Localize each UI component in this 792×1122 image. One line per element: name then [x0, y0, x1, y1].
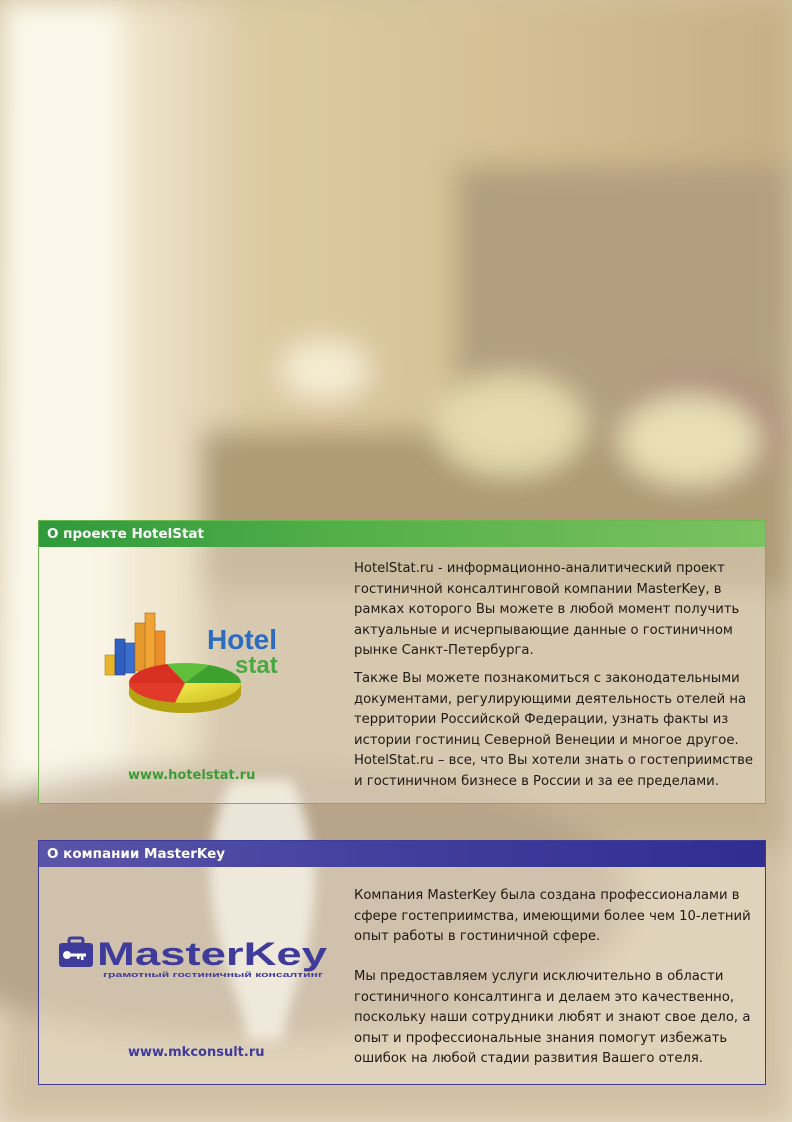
masterkey-url-link[interactable]: www.mkconsult.ru — [128, 1045, 265, 1060]
hotelstat-logo — [97, 601, 297, 721]
hotelstat-card — [38, 520, 766, 804]
hotelstat-url-link[interactable]: www.hotelstat.ru — [128, 768, 256, 783]
masterkey-card — [38, 840, 766, 1085]
hotelstat-logo-stat: stat — [235, 652, 278, 679]
masterkey-logo — [57, 933, 337, 983]
masterkey-paragraph-1: Компания MasterKey была создана профессионалами в сфере гостеприимства, имеющими более чем 10-летний опыт работы в гостиничной сфере. — [354, 888, 751, 945]
hotelstat-paragraph-1: HotelStat.ru - информационно-аналитический проект гостиничной консалтинговой компании MasterKey, в рамках которого Вы можете в любой момент получить актуальные и исчерпывающие данные о гостиничном рынке Санкт-Петербурга. — [354, 561, 740, 659]
masterkey-header: О компании MasterKey — [39, 841, 765, 867]
hotelstat-logo-hotel: Hotel — [207, 624, 277, 655]
masterkey-logo-tagline: грамотный гостиничный консалтинг — [103, 970, 323, 979]
briefcase-key-icon — [59, 938, 93, 967]
hotelstat-paragraph-2: Также Вы можете познакомиться с законодательными документами, регулирующими деятельность отелей на территории Российской Федерации, узнать факты из истории гостиниц Северной Венеции и многое другое. HotelStat.ru – все, что Вы хотели знать о гостеприимстве и гостиничном бизнесе в России и за ее пределами. — [354, 671, 754, 789]
pie-chart-icon — [129, 663, 241, 713]
hotelstat-header: О проекте HotelStat — [39, 521, 765, 547]
masterkey-paragraph-2: Мы предоставляем услуги исключительно в области гостиничного консалтинга и делаем это качественно, поскольку наши сотрудники любят и знают свое дело, а опыт и профессиональные знания помогут избежать ошибок на любой стадии развития Вашего отеля. — [354, 969, 751, 1067]
masterkey-logo-text: MasterKey — [97, 936, 328, 972]
bar-chart-icon — [105, 613, 165, 675]
